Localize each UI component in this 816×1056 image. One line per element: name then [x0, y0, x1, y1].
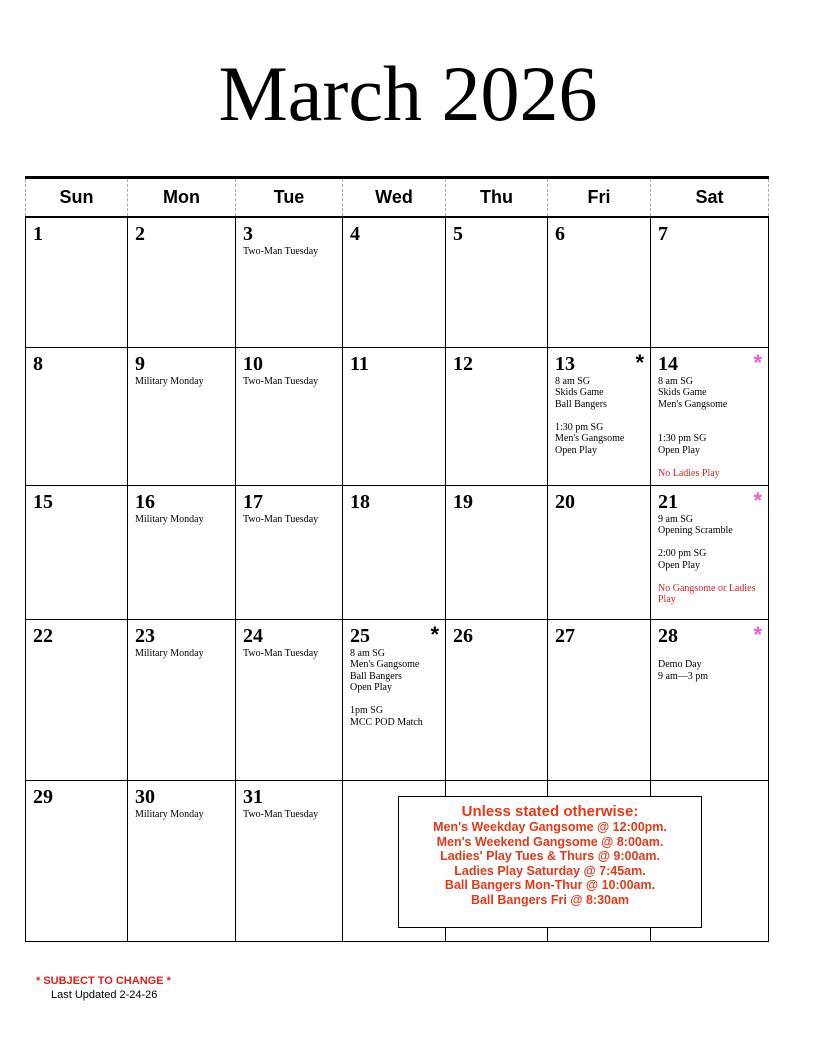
- event-line: Ball Bangers: [350, 670, 402, 682]
- event-line: 9 am SG: [658, 513, 693, 525]
- weekday-header-mon: Mon: [128, 178, 236, 218]
- event-line: Ball Bangers: [555, 398, 607, 410]
- event-line: Demo Day: [658, 659, 702, 670]
- day-number: 29: [33, 785, 53, 808]
- day-cell[interactable]: [548, 347, 651, 485]
- day-cell[interactable]: [26, 780, 128, 941]
- day-cell[interactable]: [128, 485, 236, 619]
- event-line: Skids Game: [658, 387, 707, 398]
- weekday-header-thu: Thu: [446, 178, 548, 218]
- event-line: [350, 694, 445, 706]
- day-cell[interactable]: [236, 347, 343, 485]
- event-line: Military Monday: [135, 647, 204, 659]
- day-number: 15: [33, 490, 53, 513]
- event-line: Two-Man Tuesday: [243, 375, 319, 387]
- asterisk-icon: *: [635, 349, 644, 375]
- day-number: 3: [243, 223, 253, 245]
- event-line: Two-Man Tuesday: [243, 808, 319, 820]
- day-number: 5: [453, 223, 463, 245]
- day-cell[interactable]: [651, 347, 769, 485]
- event-line: MCC POD Match: [350, 716, 423, 728]
- day-number: 9: [135, 352, 145, 375]
- weekday-header-fri: Fri: [548, 178, 651, 218]
- event-list: [343, 781, 445, 783]
- event-list: [128, 512, 235, 526]
- weekday-header-sat: Sat: [651, 178, 769, 218]
- day-number: 14: [658, 352, 678, 375]
- event-list: [236, 244, 342, 258]
- day-cell[interactable]: [26, 619, 128, 780]
- day-number: 13: [555, 352, 575, 375]
- day-number: 23: [135, 624, 155, 647]
- event-line: Military Monday: [135, 513, 204, 525]
- last-updated-note: Last Updated 2-24-26: [51, 989, 158, 1001]
- day-cell[interactable]: [651, 619, 769, 780]
- day-cell[interactable]: [343, 619, 446, 780]
- event-line: Open Play: [658, 559, 700, 571]
- day-cell[interactable]: [236, 780, 343, 941]
- day-number: 19: [453, 490, 473, 513]
- day-cell[interactable]: [26, 485, 128, 619]
- event-line: [658, 410, 768, 422]
- day-number: 6: [555, 223, 565, 245]
- weekday-header-wed: Wed: [343, 178, 446, 218]
- day-number: 25: [350, 624, 370, 647]
- day-number: 2: [135, 223, 145, 245]
- event-line: Military Monday: [135, 808, 204, 820]
- day-number: 10: [243, 352, 263, 375]
- week-row: [26, 347, 769, 485]
- restriction-note: No Ladies Play: [658, 467, 720, 479]
- asterisk-icon: *: [753, 349, 762, 375]
- event-line: Open Play: [350, 682, 392, 693]
- event-line: Military Monday: [135, 375, 204, 387]
- day-number: 7: [658, 223, 668, 245]
- day-cell[interactable]: [446, 485, 548, 619]
- day-cell[interactable]: [128, 217, 236, 347]
- event-line: [658, 456, 768, 468]
- day-number: 27: [555, 624, 575, 647]
- event-line: Two-Man Tuesday: [243, 513, 319, 525]
- day-cell[interactable]: [548, 619, 651, 780]
- notice-line: Ladies Play Saturday @ 7:45am.: [454, 863, 646, 878]
- notice-heading: Unless stated otherwise:: [461, 803, 639, 820]
- event-list: [548, 781, 650, 783]
- day-cell[interactable]: [128, 619, 236, 780]
- weekday-header-row: [26, 178, 769, 218]
- day-cell[interactable]: [236, 217, 343, 347]
- restriction-note: No Gangsome or Ladies Play: [658, 582, 756, 605]
- week-row: [26, 217, 769, 347]
- day-number: 8: [33, 352, 43, 375]
- day-cell[interactable]: [651, 485, 769, 619]
- event-line: Men's Gangsome: [350, 659, 420, 670]
- day-number: 22: [33, 624, 53, 647]
- day-number: 20: [555, 490, 575, 513]
- event-line: [658, 537, 768, 549]
- event-line: [555, 410, 650, 422]
- notice-line: Ladies' Play Tues & Thurs @ 9:00am.: [440, 849, 660, 864]
- event-line: [658, 648, 768, 660]
- day-cell[interactable]: [343, 217, 446, 347]
- day-cell[interactable]: [343, 485, 446, 619]
- notice-line: Ball Bangers Fri @ 8:30am: [470, 892, 630, 907]
- week-row: [26, 485, 769, 619]
- day-number: 17: [243, 490, 263, 513]
- default-schedule-notice: [398, 796, 702, 928]
- event-line: Two-Man Tuesday: [243, 246, 319, 257]
- event-line: Two-Man Tuesday: [243, 647, 319, 659]
- day-cell[interactable]: [651, 217, 769, 347]
- page-title: March 2026: [218, 50, 598, 137]
- day-cell[interactable]: [548, 217, 651, 347]
- week-row: [26, 619, 769, 780]
- event-list: [128, 646, 235, 660]
- event-list: [446, 781, 547, 783]
- day-cell[interactable]: [548, 485, 651, 619]
- day-cell[interactable]: [236, 485, 343, 619]
- event-list: [651, 244, 768, 246]
- day-number: 31: [243, 785, 263, 808]
- day-cell[interactable]: [236, 619, 343, 780]
- asterisk-icon: *: [753, 621, 762, 647]
- event-list: [651, 374, 768, 480]
- event-line: Men's Gangsome: [658, 398, 728, 410]
- day-cell[interactable]: [128, 347, 236, 485]
- notice-line: Men's Weekend Gangsome @ 8:00am.: [436, 834, 664, 849]
- event-list: [651, 512, 768, 606]
- day-number: 28: [658, 624, 678, 647]
- day-number: 1: [33, 223, 43, 245]
- asterisk-icon: *: [753, 487, 762, 513]
- day-cell[interactable]: [343, 347, 446, 485]
- event-list: [128, 374, 235, 388]
- event-list: [128, 807, 235, 821]
- asterisk-icon: *: [430, 621, 439, 647]
- event-list: [343, 646, 445, 729]
- event-list: [236, 807, 342, 821]
- event-line: [658, 422, 768, 434]
- event-line: 8 am SG: [658, 375, 693, 387]
- day-cell[interactable]: [446, 619, 548, 780]
- event-line: 8 am SG: [350, 647, 385, 659]
- day-number: 12: [453, 352, 473, 375]
- event-list: [651, 781, 768, 783]
- day-cell[interactable]: [446, 347, 548, 485]
- weekday-header-sun: Sun: [26, 178, 128, 218]
- notice-line: Men's Weekday Gangsome @ 12:00pm.: [433, 820, 667, 834]
- event-list: [651, 646, 768, 683]
- day-number: 21: [658, 490, 678, 513]
- event-line: 1pm SG: [350, 705, 384, 716]
- event-line: Open Play: [555, 444, 597, 456]
- event-line: 1:30 pm SG: [658, 433, 707, 444]
- event-list: [548, 374, 650, 457]
- event-list: [236, 646, 342, 660]
- day-number: 18: [350, 490, 370, 513]
- event-line: Men's Gangsome: [555, 433, 625, 444]
- event-line: 8 am SG: [555, 375, 590, 387]
- day-cell[interactable]: [446, 217, 548, 347]
- day-number: 26: [453, 624, 473, 647]
- event-list: [236, 374, 342, 388]
- notice-line: Ball Bangers Mon-Thur @ 10:00am.: [444, 878, 656, 893]
- event-line: 9 am—3 pm: [658, 670, 708, 682]
- event-line: Skids Game: [555, 387, 604, 398]
- day-number: 24: [243, 624, 263, 647]
- day-cell[interactable]: [26, 217, 128, 347]
- event-list: [236, 512, 342, 526]
- day-cell[interactable]: [26, 347, 128, 485]
- event-line: Open Play: [658, 444, 700, 456]
- day-number: 11: [350, 352, 369, 375]
- event-line: [658, 571, 768, 583]
- day-number: 16: [135, 490, 155, 513]
- day-number: 30: [135, 785, 155, 808]
- event-line: 2:00 pm SG: [658, 548, 707, 559]
- day-cell[interactable]: [128, 780, 236, 941]
- subject-to-change-note: * SUBJECT TO CHANGE *: [36, 975, 171, 987]
- event-line: 1:30 pm SG: [555, 421, 604, 433]
- weekday-header-tue: Tue: [236, 178, 343, 218]
- day-number: 4: [350, 223, 360, 245]
- event-line: Opening Scramble: [658, 525, 733, 536]
